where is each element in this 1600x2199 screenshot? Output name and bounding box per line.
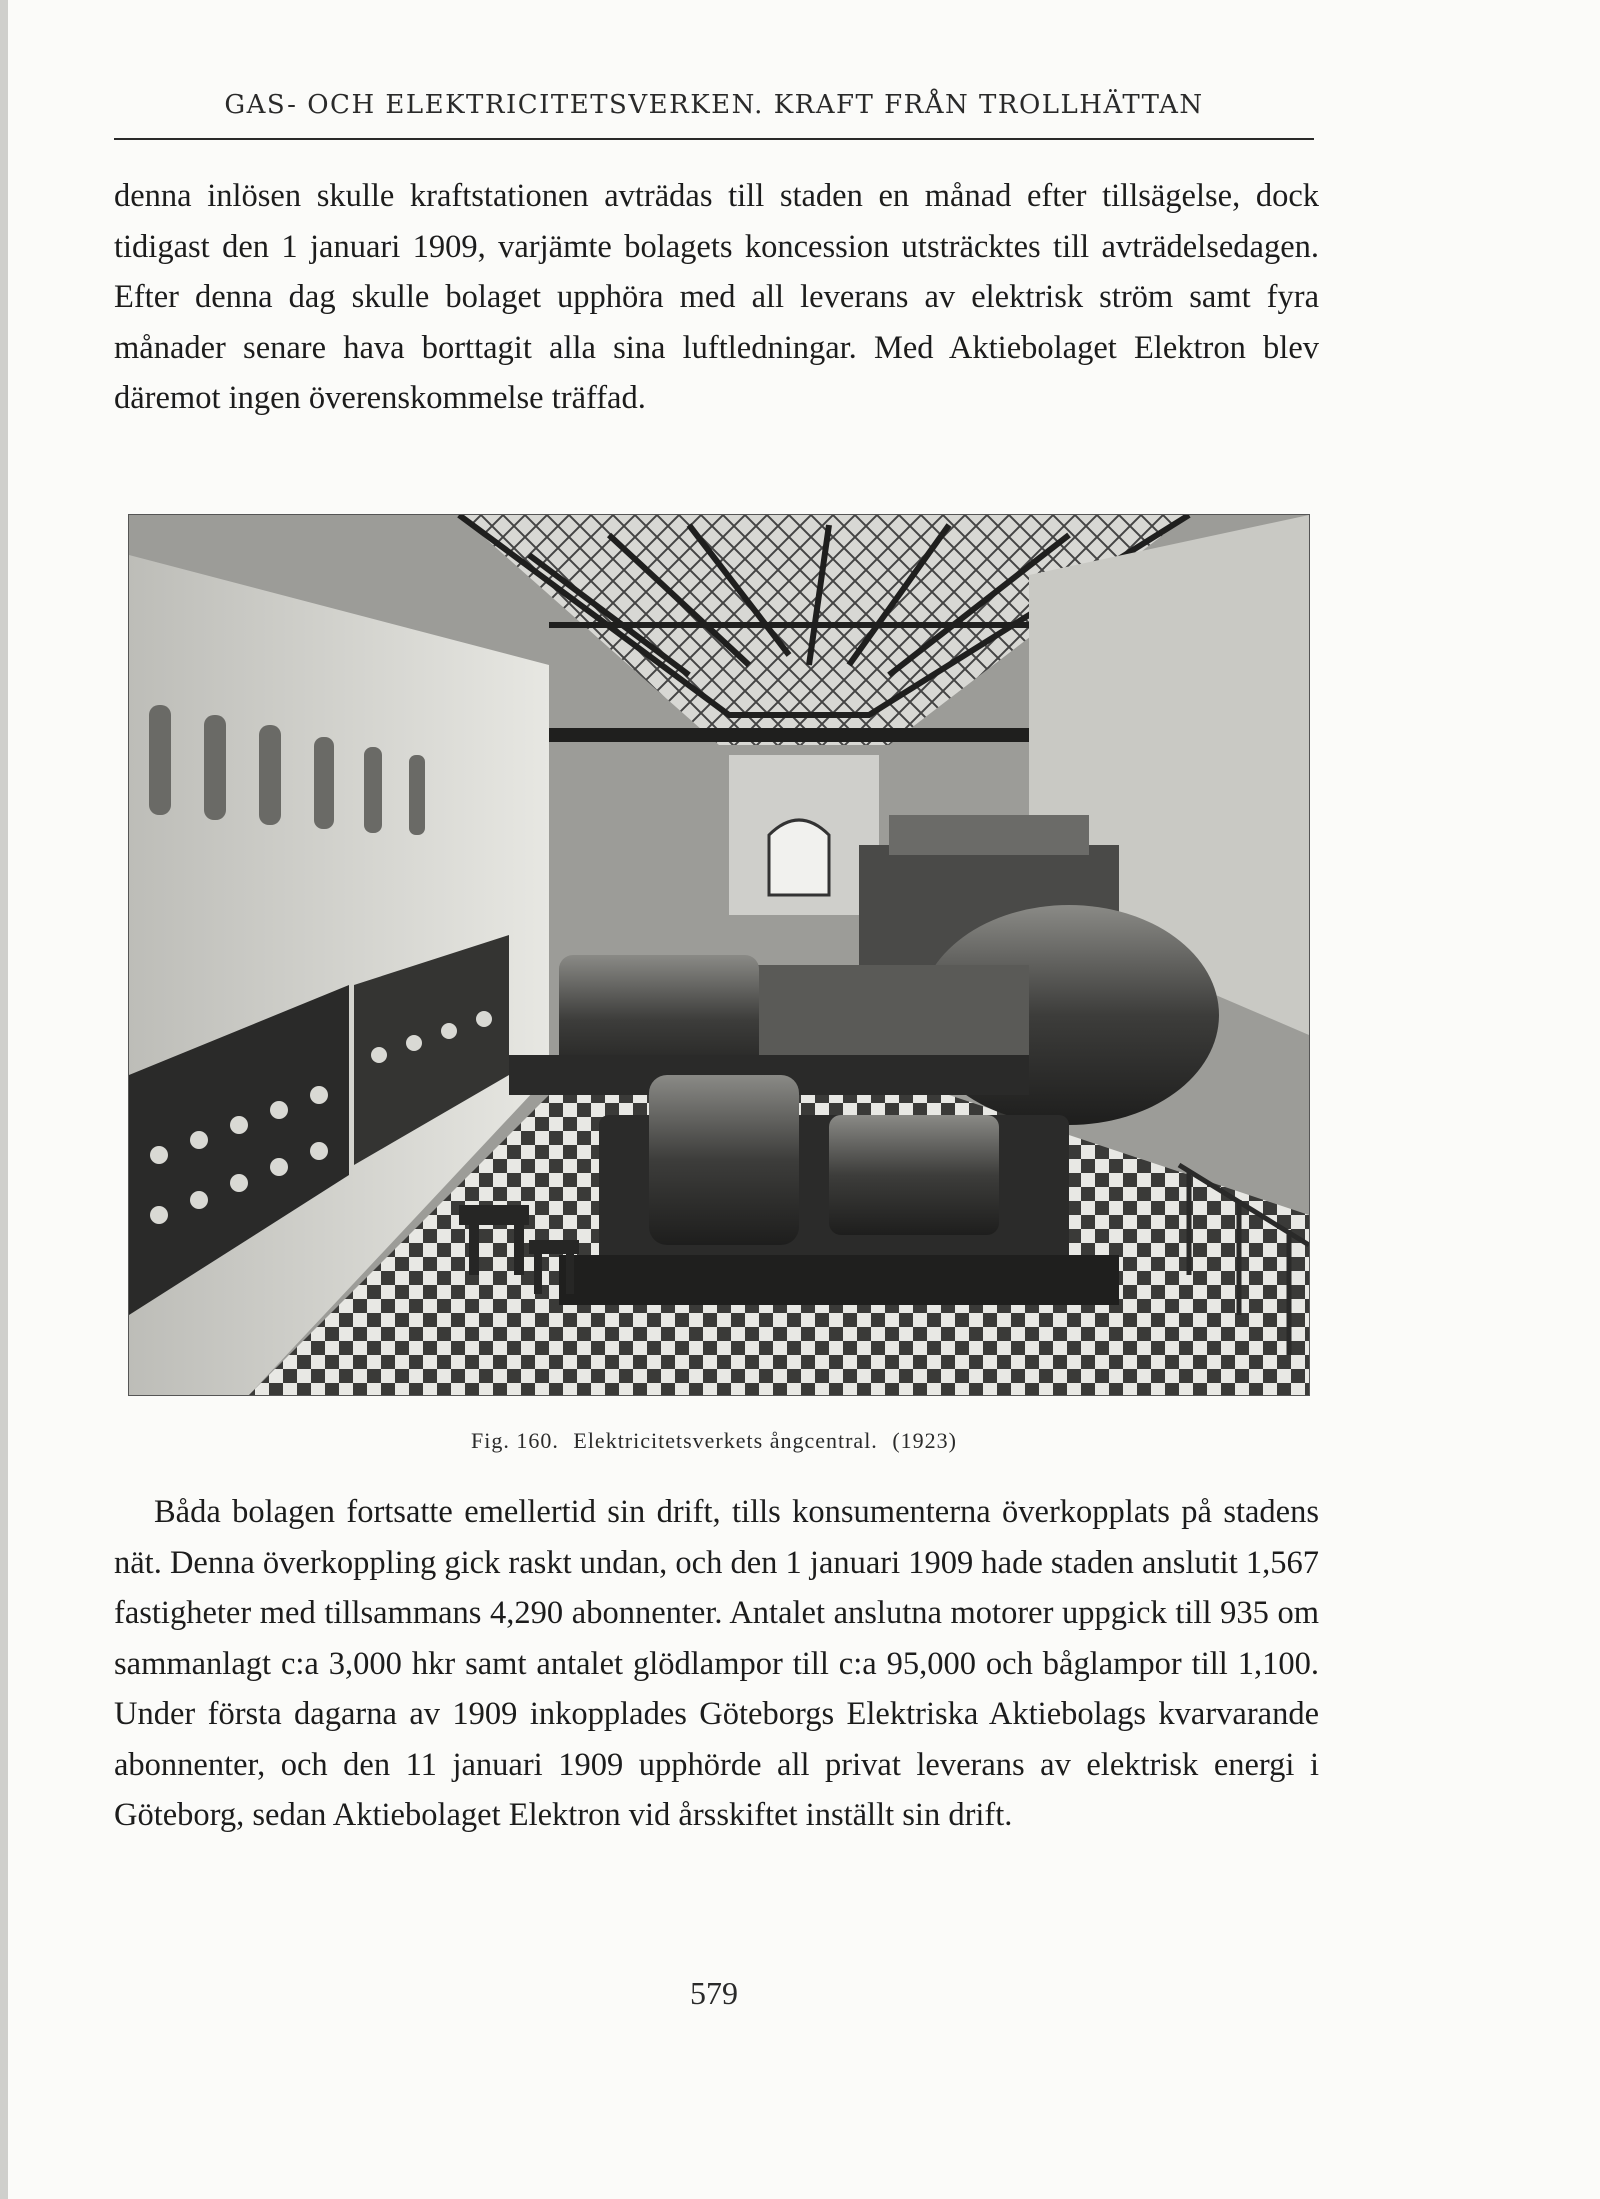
paragraph-1: denna inlösen skulle kraftstationen avträdas till staden en månad efter tillsägelse, dock tidigast den 1 januari 1909, varjämte bolagets koncession utsträcktes till avträdelsedagen. Efter denna dag skulle bolaget upphöra med all leverans av elektrisk ström samt fyra månader senare hava borttagit alla sina luftledningar. Med Aktiebolaget Elektron blev däremot ingen överenskommelse träffad. — [114, 178, 1319, 416]
figure-label: Fig. 160. — [471, 1428, 559, 1453]
scan-gutter — [0, 0, 8, 2199]
paragraph-2: Båda bolagen fortsatte emellertid sin drift, tills konsumenterna överkopplats på stadens nät. Denna överkoppling gick raskt undan, och den 1 januari 1909 hade staden anslutit 1,567 fastigheter med tillsammans 4,290 abonnenter. Antalet anslutna motorer uppgick till 935 om sammanlagt c:a 3,000 hkr samt antalet glödlampor till c:a 95,000 och båglampor till 1,100. Under första dagarna av 1909 inkopplades Göteborgs Elektriska Aktiebolags kvarvarande abonnenter, och den 11 januari 1909 upphörde all privat leverans av elektrisk energi i Göteborg, sedan Aktiebolaget Elektron vid årsskiftet inställt sin drift. — [114, 1494, 1319, 1833]
figure-title: Elektricitetsverkets ångcentral. — [573, 1428, 878, 1453]
figure-year: (1923) — [892, 1428, 957, 1453]
running-head: GAS- OCH ELEKTRICITETSVERKEN. KRAFT FRÅN TROLLHÄTTAN — [224, 90, 1204, 120]
arched-window — [769, 820, 829, 895]
figure-photo-machine-hall — [128, 514, 1310, 1396]
header-rule — [114, 138, 1314, 140]
page-number: 579 — [690, 1975, 738, 2011]
figure-caption — [114, 1428, 1314, 1454]
